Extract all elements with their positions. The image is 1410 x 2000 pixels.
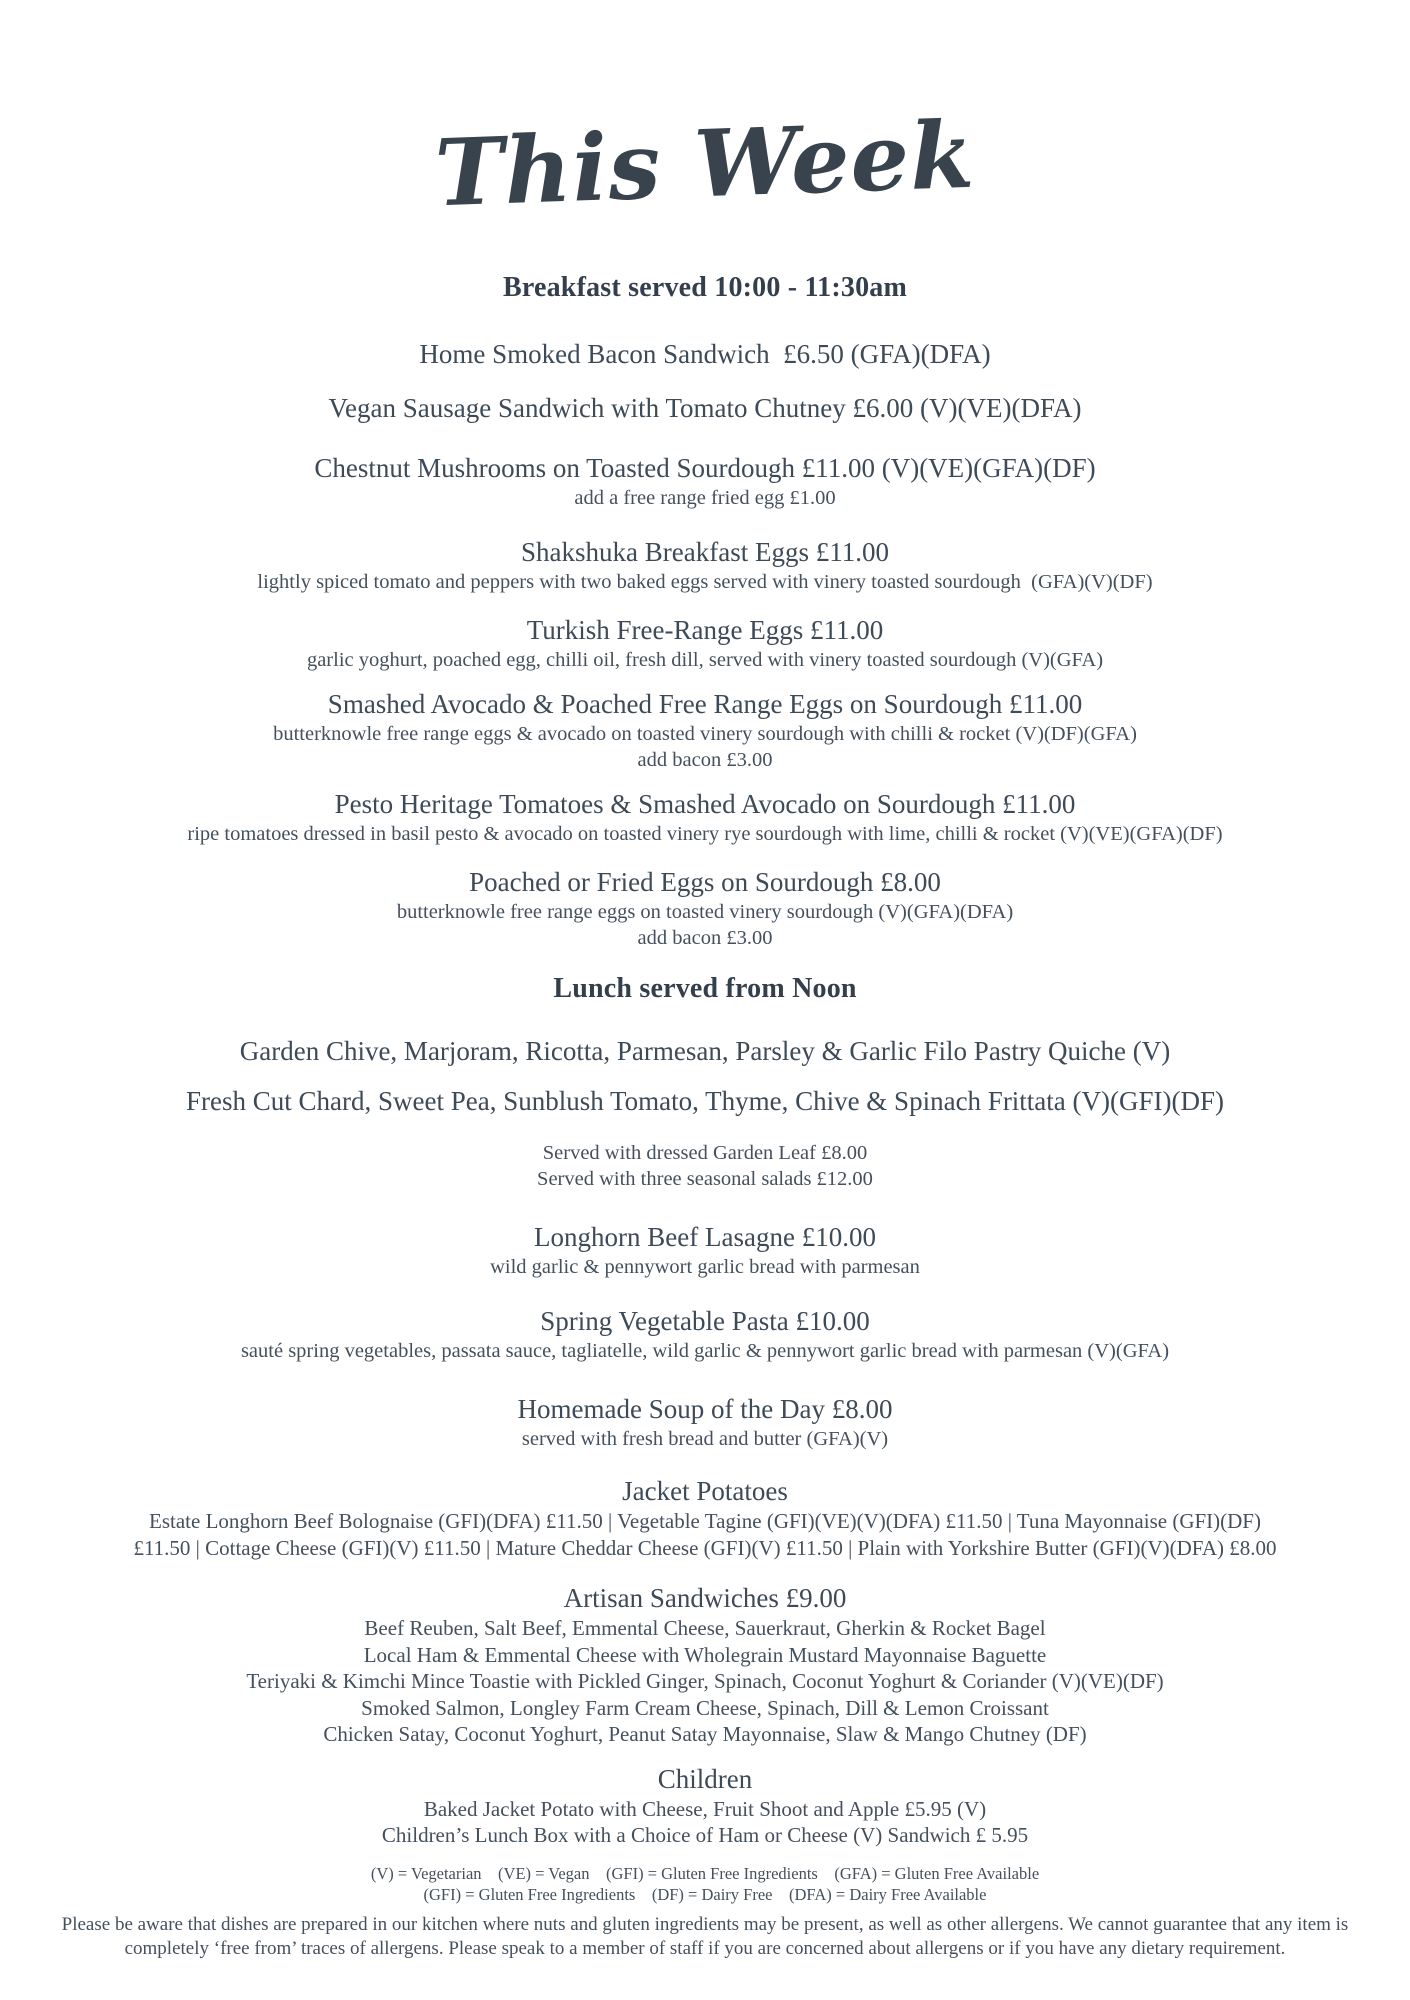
- allergen-legend-line: (GFI) = Gluten Free Ingredients (DF) = Dairy Free (DFA) = Dairy Free Available: [423, 1884, 987, 1904]
- breakfast-heading: Breakfast served 10:00 - 11:30am: [502, 271, 908, 303]
- menu-item: [0, 451, 1410, 511]
- menu-item-name: Spring Vegetable Pasta £10.00: [540, 1306, 870, 1337]
- menu-item-note: add a free range fried egg £1.00: [574, 486, 836, 509]
- allergen-legend-line: (V) = Vegetarian (VE) = Vegan (GFI) = Gluten Free Ingredients (GFA) = Gluten Free Available: [370, 1863, 1040, 1883]
- children-item: Children’s Lunch Box with a Choice of Ham or Cheese (V) Sandwich £ 5.95: [381, 1823, 1029, 1848]
- serving-option: Served with three seasonal salads £12.00: [537, 1168, 873, 1191]
- menu-item: [0, 787, 1410, 847]
- menu-item-note: add bacon £3.00: [637, 927, 773, 950]
- menu-title-wrap: [0, 100, 1410, 228]
- children-heading: Children: [657, 1763, 753, 1794]
- menu-item-name: Longhorn Beef Lasagne £10.00: [534, 1222, 876, 1253]
- menu-item-name: Chestnut Mushrooms on Toasted Sourdough £11.00 (V)(VE)(GFA)(DF): [314, 452, 1096, 483]
- menu-item-name: Garden Chive, Marjoram, Ricotta, Parmesan, Parsley & Garlic Filo Pastry Quiche (V): [239, 1036, 1171, 1067]
- artisan-sandwich-line: Chicken Satay, Coconut Yoghurt, Peanut Satay Mayonnaise, Slaw & Mango Chutney (DF): [323, 1722, 1087, 1747]
- artisan-sandwich-line: Teriyaki & Kimchi Mince Toastie with Pickled Ginger, Spinach, Coconut Yoghurt & Coriander (V)(VE)(DF): [246, 1669, 1164, 1694]
- menu-item-desc: lightly spiced tomato and peppers with two baked eggs served with vinery toasted sourdough (GFA)(V)(DF): [257, 570, 1153, 593]
- jacket-potatoes-section: [0, 1474, 1410, 1561]
- menu-item: [0, 865, 1410, 951]
- artisan-sandwich-line: Beef Reuben, Salt Beef, Emmental Cheese, Sauerkraut, Gherkin & Rocket Bagel: [364, 1616, 1046, 1641]
- artisan-sandwiches-heading: Artisan Sandwiches £9.00: [563, 1583, 847, 1614]
- menu-item: [0, 1304, 1410, 1364]
- menu-item-name: Homemade Soup of the Day £8.00: [517, 1394, 893, 1425]
- menu-item-desc: ripe tomatoes dressed in basil pesto & avocado on toasted vinery rye sourdough with lime, chilli & rocket (V)(VE)(GFA)(DF): [187, 823, 1223, 846]
- artisan-sandwich-line: Local Ham & Emmental Cheese with Wholegrain Mustard Mayonnaise Baguette: [363, 1642, 1047, 1667]
- artisan-sandwiches-section: [0, 1581, 1410, 1747]
- jacket-potatoes-line: Estate Longhorn Beef Bolognaise (GFI)(DFA) £11.50 | Vegetable Tagine (GFI)(VE)(V)(DFA) £11.50 | Tuna Mayonnaise (GFI)(DF): [149, 1509, 1261, 1534]
- serving-option: Served with dressed Garden Leaf £8.00: [542, 1142, 868, 1165]
- menu-item-name: Pesto Heritage Tomatoes & Smashed Avocado on Sourdough £11.00: [334, 789, 1076, 820]
- menu-item-name: Poached or Fried Eggs on Sourdough £8.00: [469, 867, 941, 898]
- menu-item: [0, 1392, 1410, 1452]
- menu-item-desc: garlic yoghurt, poached egg, chilli oil, fresh dill, served with vinery toasted sourdough (V)(GFA): [306, 648, 1104, 671]
- jacket-potatoes-heading: Jacket Potatoes: [622, 1476, 788, 1507]
- menu-item: [0, 391, 1410, 425]
- menu-item-desc: butterknowle free range eggs on toasted vinery sourdough (V)(GFA)(DFA): [396, 901, 1014, 924]
- menu-item-name: Shakshuka Breakfast Eggs £11.00: [521, 536, 889, 567]
- lunch-special: [0, 1034, 1410, 1068]
- children-section: [0, 1762, 1410, 1849]
- children-item: Baked Jacket Potato with Cheese, Fruit Shoot and Apple £5.95 (V): [423, 1796, 987, 1821]
- menu-item: [0, 687, 1410, 773]
- menu-title: This Week: [433, 100, 977, 228]
- menu-item-note: add bacon £3.00: [637, 749, 773, 772]
- menu-item-name: Smashed Avocado & Poached Free Range Eggs on Sourdough £11.00: [327, 688, 1083, 719]
- menu-item-name: Home Smoked Bacon Sandwich £6.50 (GFA)(DFA): [419, 338, 991, 369]
- menu-item: [0, 337, 1410, 371]
- allergen-notice: Please be aware that dishes are prepared in our kitchen where nuts and gluten ingredients may be present, as well as other allergens. We cannot guarantee that any item is completely ‘free from’ traces of allergens. Please speak to a member of staff if you are concerned about allergens or if you have any dietary requirement.: [61, 1913, 1349, 1959]
- menu-item: [0, 1220, 1410, 1280]
- menu-item: [0, 535, 1410, 595]
- menu-item-desc: served with fresh bread and butter (GFA)(V): [521, 1428, 889, 1451]
- menu-item-name: Vegan Sausage Sandwich with Tomato Chutney £6.00 (V)(VE)(DFA): [328, 392, 1082, 423]
- serving-options: [0, 1140, 1410, 1192]
- menu-item: [0, 613, 1410, 673]
- lunch-heading: Lunch served from Noon: [553, 973, 857, 1005]
- menu-item-desc: sauté spring vegetables, passata sauce, tagliatelle, wild garlic & pennywort garlic bread with parmesan (V)(GFA): [240, 1340, 1170, 1363]
- jacket-potatoes-line: £11.50 | Cottage Cheese (GFI)(V) £11.50 | Mature Cheddar Cheese (GFI)(V) £11.50 | Plain with Yorkshire Butter (GFI)(V)(DFA) £8.00: [133, 1535, 1277, 1560]
- artisan-sandwich-line: Smoked Salmon, Longley Farm Cream Cheese, Spinach, Dill & Lemon Croissant: [361, 1695, 1049, 1720]
- menu-item-desc: wild garlic & pennywort garlic bread with parmesan: [490, 1256, 920, 1279]
- menu-item-name: Fresh Cut Chard, Sweet Pea, Sunblush Tomato, Thyme, Chive & Spinach Frittata (V)(GFI)(DF): [185, 1086, 1224, 1117]
- menu-item-desc: butterknowle free range eggs & avocado on toasted vinery sourdough with chilli & rocket (V)(DF)(GFA): [273, 722, 1137, 745]
- menu-item-name: Turkish Free-Range Eggs £11.00: [526, 614, 884, 645]
- allergen-legend: [0, 1863, 1410, 1905]
- lunch-special: [0, 1084, 1410, 1118]
